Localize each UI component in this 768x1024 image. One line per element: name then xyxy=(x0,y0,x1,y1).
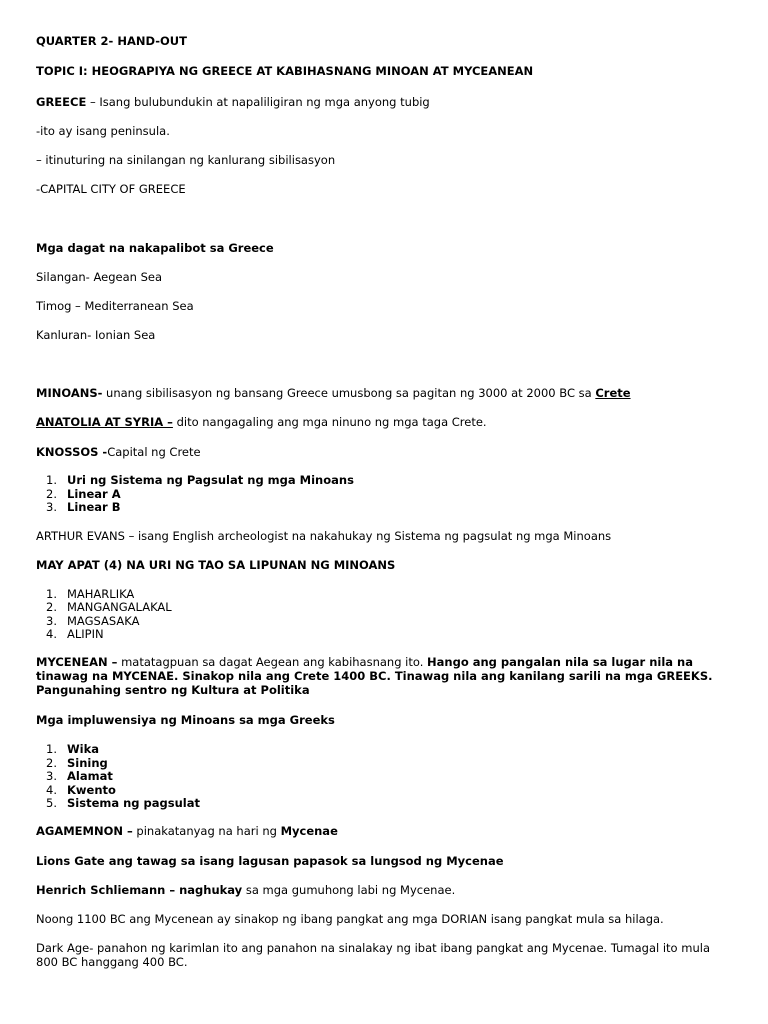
mycenean-paragraph xyxy=(36,655,726,697)
schliemann-def: sa mga gumuhong labi ng Mycenae. xyxy=(242,883,456,897)
knossos-def: Capital ng Crete xyxy=(107,445,201,459)
classes-heading: MAY APAT (4) NA URI NG TAO SA LIPUNAN NG MINOANS xyxy=(36,558,396,572)
schliemann-line xyxy=(36,883,455,897)
evans-line: ARTHUR EVANS – isang English archeologist na nakahukay ng Sistema ng pagsulat ng mga Minoans xyxy=(36,529,612,543)
agamemnon-place: Mycenae xyxy=(280,824,338,838)
list-number: 5. xyxy=(46,796,57,810)
seas-heading: Mga dagat na nakapalibot sa Greece xyxy=(36,241,274,255)
minoans-def-text: unang sibilisasyon ng bansang Greece umusbong sa pagitan ng 3000 at 2000 BC sa xyxy=(102,386,596,400)
list-item: Linear B xyxy=(67,500,121,514)
list-item: Sistema ng pagsulat xyxy=(67,796,200,810)
lions-gate-line: Lions Gate ang tawag sa isang lagusan papasok sa lungsod ng Mycenae xyxy=(36,854,504,868)
sea-south: Timog – Mediterranean Sea xyxy=(36,299,194,313)
dorian-line: Noong 1100 BC ang Mycenean ay sinakop ng ibang pangkat ang mga DORIAN isang pangkat mula sa hilaga. xyxy=(36,912,664,926)
list-item: MAGSASAKA xyxy=(67,614,140,628)
quarter-heading: QUARTER 2- HAND-OUT xyxy=(36,34,187,48)
knossos-term: KNOSSOS - xyxy=(36,445,108,459)
anatolia-term: ANATOLIA AT SYRIA – xyxy=(36,415,173,429)
mycenean-term: MYCENEAN – xyxy=(36,655,118,669)
crete-link-text: Crete xyxy=(595,386,631,400)
agamemnon-def: pinakatanyag na hari ng xyxy=(132,824,281,838)
list-item: Linear A xyxy=(67,487,121,501)
minoans-term: MINOANS- xyxy=(36,386,103,400)
greece-def-text: – Isang bulubundukin at napaliligiran ng mga anyong tubig xyxy=(86,95,430,109)
list-item: ALIPIN xyxy=(67,627,104,641)
list-number: 1. xyxy=(46,587,57,601)
greece-peninsula-line: -ito ay isang peninsula. xyxy=(36,124,170,138)
sea-east: Silangan- Aegean Sea xyxy=(36,270,162,284)
influences-heading: Mga impluwensiya ng Minoans sa mga Greeks xyxy=(36,713,335,727)
list-number: 3. xyxy=(46,500,57,514)
agamemnon-term: AGAMEMNON – xyxy=(36,824,133,838)
schliemann-term: Henrich Schliemann – naghukay xyxy=(36,883,243,897)
topic-heading: TOPIC I: HEOGRAPIYA NG GREECE AT KABIHASNANG MINOAN AT MYCEANEAN xyxy=(36,64,534,78)
greece-term: GREECE xyxy=(36,95,87,109)
dark-age-paragraph: Dark Age- panahon ng karimlan ito ang panahon na sinalakay ng ibat ibang pangkat ang Mycenae. Tumagal ito mula 800 BC hanggang 400 BC. xyxy=(36,941,710,969)
list-number: 1. xyxy=(46,742,57,756)
greece-definition xyxy=(36,95,430,109)
anatolia-def: dito nangagaling ang mga ninuno ng mga taga Crete. xyxy=(172,415,487,429)
agamemnon-line xyxy=(36,824,338,838)
list-item: MAHARLIKA xyxy=(67,587,135,601)
list-item: Alamat xyxy=(67,769,113,783)
list-number: 4. xyxy=(46,627,57,641)
list-item: Wika xyxy=(67,742,100,756)
list-item: MANGANGALAKAL xyxy=(67,600,172,614)
list-number: 4. xyxy=(46,783,57,797)
list-number: 2. xyxy=(46,756,57,770)
minoans-definition xyxy=(36,386,631,400)
greece-civilization-line: – itinuturing na sinilangan ng kanlurang sibilisasyon xyxy=(36,153,336,167)
list-item: Uri ng Sistema ng Pagsulat ng mga Minoans xyxy=(67,473,354,487)
list-number: 3. xyxy=(46,614,57,628)
greece-capital-line: -CAPITAL CITY OF GREECE xyxy=(36,182,186,196)
sea-west: Kanluran- Ionian Sea xyxy=(36,328,156,342)
list-number: 2. xyxy=(46,600,57,614)
list-item: Kwento xyxy=(67,783,116,797)
knossos-line xyxy=(36,445,201,459)
list-item: Sining xyxy=(67,756,108,770)
anatolia-line xyxy=(36,415,487,429)
mycenean-bold-text: Hango ang pangalan nila sa lugar nila na tinawag na MYCENAE. Sinakop nila ang Crete 1400 BC. Tinawag nila ang kanilang sarili na mga GREEKS. Pangunahing sentro ng Kultura at Politika xyxy=(36,655,713,697)
mycenean-def: matatagpuan sa dagat Aegean ang kabihasnang ito. xyxy=(117,655,428,669)
list-number: 2. xyxy=(46,487,57,501)
list-number: 3. xyxy=(46,769,57,783)
list-number: 1. xyxy=(46,473,57,487)
